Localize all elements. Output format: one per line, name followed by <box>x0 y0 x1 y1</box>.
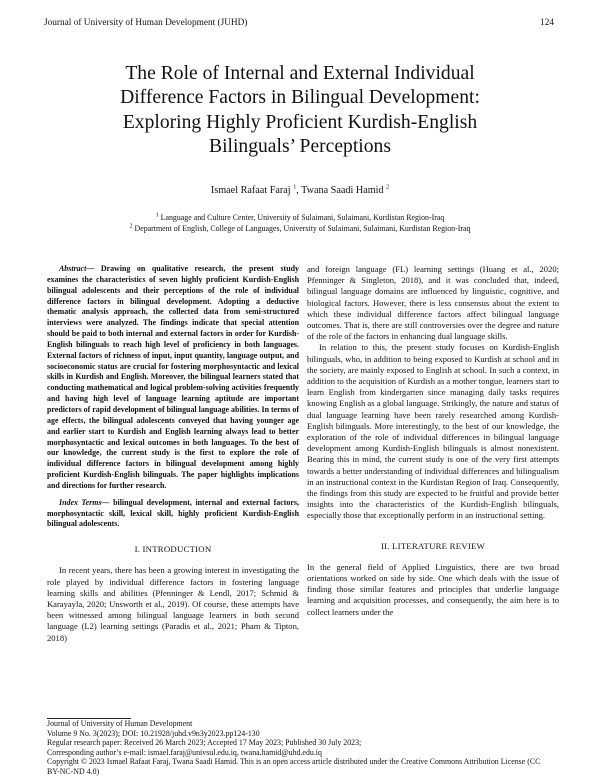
footer-line: Corresponding author’s e-mail: ismael.faraj@univsul.edu.iq, twana.hamid@uhd.edu.iq <box>47 747 322 757</box>
paper-title <box>60 62 540 160</box>
affiliation-marker: 2 <box>129 223 133 230</box>
footer-line: Regular research paper: Received 26 March 2023; Accepted 17 May 2023; Published 30 July 2023; <box>47 738 362 748</box>
title-line: The Role of Internal and External Individual <box>125 63 475 84</box>
author-affiliation-marker: 1 <box>293 184 297 191</box>
page-number: 124 <box>540 18 554 28</box>
page-footer <box>47 719 552 777</box>
abstract <box>47 264 299 492</box>
title-line: Bilinguals’ Perceptions <box>209 136 391 158</box>
title-line: Difference Factors in Bilingual Development: <box>120 87 480 109</box>
right-column <box>307 264 559 618</box>
section-heading-introduction: I. INTRODUCTION <box>134 544 212 555</box>
affiliation <box>0 223 600 234</box>
author-separator: , <box>296 185 302 196</box>
title-line: Exploring Highly Proficient Kurdish-English <box>122 111 478 133</box>
author-affiliation-marker: 2 <box>386 184 390 191</box>
body-paragraph: In relation to this, the present study focuses on Kurdish-English bilinguals, who, in addition to being exposed to Kurdish at school and in the society, are mainly exposed to English at school. In such a context, in addition to the acquisition of Kurdish as a mother tongue, learners start to learn English from kindergarten since managing daily tasks requires knowing English as a global language. Strikingly, the nature and status of dual language learning have been rarely researched among Kurdish-English bilinguals. More interestingly, to the best of our knowledge, the exploration of the role of individual differences in bilingual language development among Kurdish-English bilinguals is almost nonexistent. Bearing this in mind, the current study is one of the very first attempts towards a better understanding of individual differences and bilingualism in an instructional context in the Kurdistan Region of Iraq. Consequently, the findings from this study are expected to be fruitful and provide better insights into the characteristics of the Kurdish-English bilinguals, especially those that exceptionally perform in an instructional setting. <box>307 342 559 521</box>
index-terms-text: bilingual development, internal and external factors, morphosyntactic skill, lexical skill, highly proficient Kurdish-English bilingual adolescents. <box>47 497 299 529</box>
affiliations <box>0 212 600 234</box>
affiliation-text: Language and Culture Center, University of Sulaimani, Sulaimani, Kurdistan Region-Iraq <box>160 213 445 222</box>
author-name: Ismael Rafaat Faraj <box>210 185 291 196</box>
footer-line: Journal of University of Human Development <box>47 719 193 728</box>
left-column <box>47 264 299 644</box>
index-terms <box>47 498 299 531</box>
abstract-label: Abstract— <box>59 264 95 273</box>
footer-line: Volume 9 No. 3(2023); DOI: 10.21928/juhd.v9n3y2023.pp124-130 <box>47 728 260 738</box>
affiliation-marker: 1 <box>155 212 159 219</box>
body-paragraph: and foreign language (FL) learning settings (Huang et al., 2020; Pfenninger & Singleton, 2018), and it was concluded that, indeed, bilingual language domains are influenced by linguistic, cognitive, and biological factors. However, there is less consensus about the extent to which these individual difference factors affect bilingual language outcomes. That is, there are still controversies over the degree and nature of the role of the factors in enhancing dual language skills. <box>307 264 559 342</box>
section-heading-literature-review: II. LITERATURE REVIEW <box>380 540 486 551</box>
journal-name: Journal of University of Human Development (JUHD) <box>44 18 248 28</box>
affiliation <box>0 212 600 223</box>
index-terms-label: Index Terms— <box>59 497 110 507</box>
literature-review-paragraph: In the general field of Applied Linguistics, there are two broad orientations worked on side by side. One which deals with the issue of finding those similar features and principles that underlie language learning and acquisition processes, and consequently, the aim here is to collect learners under the <box>307 561 559 617</box>
introduction-paragraph: In recent years, there has been a growing interest in investigating the role played by individual difference factors in fostering language learning skills and abilities (Pfenninger & Lendl, 2017; Schmid & Karayayla, 2020; Unsworth et al., 2019). Of course, these attempts have been witnessed among bilingual language learners in both second language (L2) learning settings (Paradis et al., 2021; Pham & Tipton, 2018) <box>47 565 299 643</box>
author-name: Twana Saadi Hamid <box>301 185 384 196</box>
abstract-text: Drawing on qualitative research, the present study examines the characteristics of seven highly proficient Kurdish-English bilingual adolescents and their perceptions of the role of individual difference factors in bilingual development. Adopting a deductive thematic analysis approach, the collected data from semi-structured interviews were analyzed. The findings indicate that special attention should be paid to both internal and external factors in order for Kurdish-English bilinguals to reach high level of proficiency in both languages. External factors of richness of input, input quantity, language output, and socioeconomic status are crucial for fostering morphosyntactic and lexical skills in Kurdish and English. Moreover, the bilingual learners stated that conducting mathematical and logical problem-solving activities frequently and having high level of language learning aptitude are important predictors of rapid development of bilingual language abilities. In terms of age effects, the bilingual adolescents conveyed that having younger age and earlier start to Kurdish and English learning always lead to better morphosyntactic and lexical outcomes in both languages. To the best of our knowledge, the current study is the first to explore the role of individual difference factors in bilingual development among highly proficient Kurdish-English bilinguals. The paper highlights implications and directions for further research. <box>47 264 299 490</box>
running-header <box>44 18 554 28</box>
affiliation-text: Department of English, College of Languages, University of Sulaimani, Sulaimani, Kurdistan Region-Iraq <box>134 224 471 233</box>
footer-line: Copyright © 2023 Ismael Rafaat Faraj, Twana Saadi Hamid. This is an open access article distributed under the Creative Commons Attribution License (CC BY-NC-ND 4.0) <box>47 757 541 776</box>
author-list <box>0 185 600 196</box>
